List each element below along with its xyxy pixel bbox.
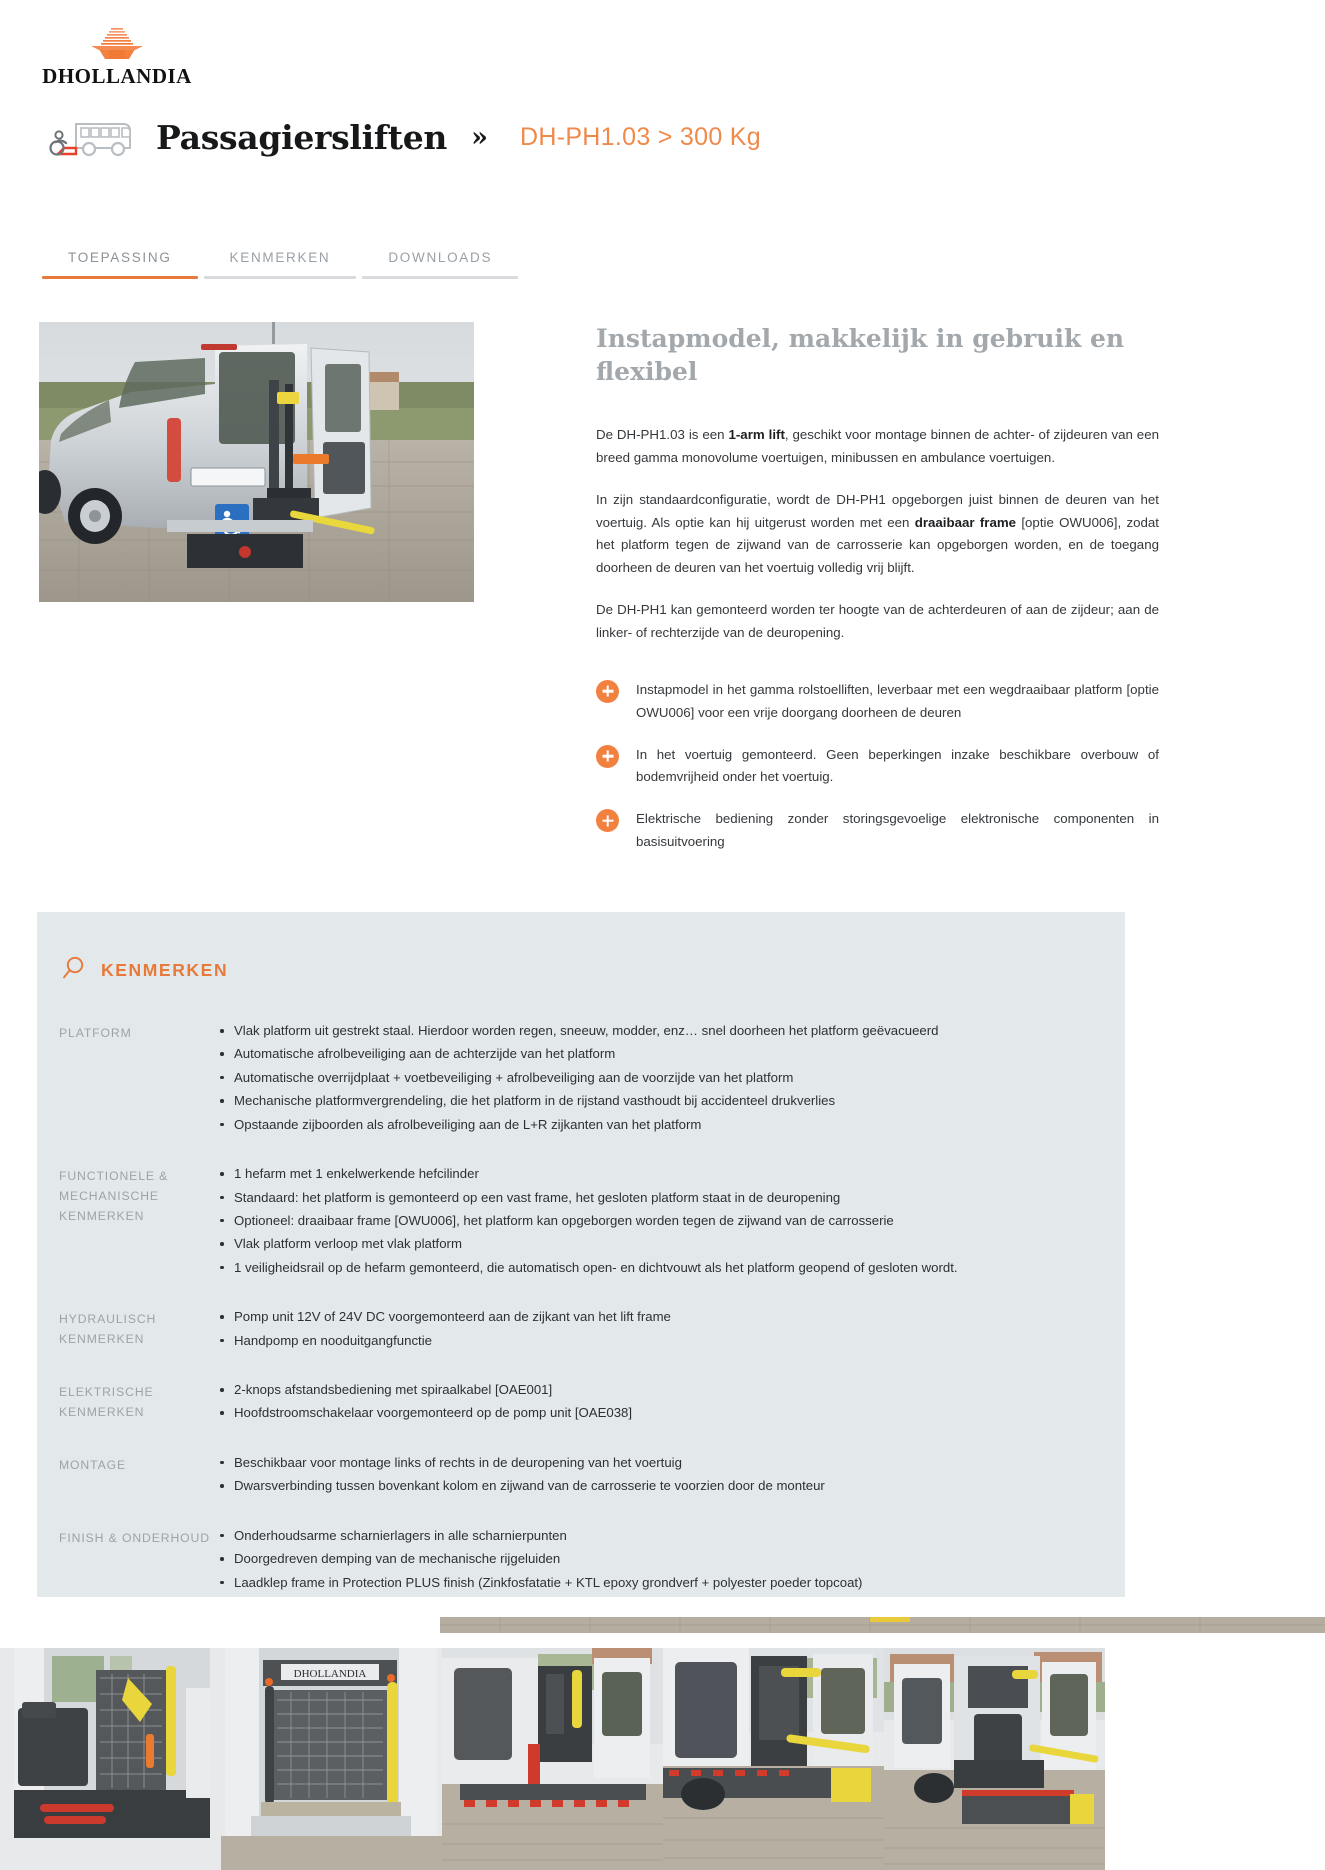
feature-group-label: MONTAGE bbox=[59, 1457, 127, 1472]
feature-item: Onderhoudsarme scharnierlagers in alle scharnierpunten bbox=[219, 1527, 1097, 1544]
feature-group-label: ELEKTRISCHE KENMERKEN bbox=[59, 1385, 154, 1419]
highlight-item bbox=[596, 744, 1159, 790]
tab-downloads-underline bbox=[362, 276, 518, 279]
feature-item: Handpomp en nooduitgangfunctie bbox=[219, 1332, 1097, 1349]
feature-item: Beschikbaar voor montage links of rechts in de deuropening van het voertuig bbox=[219, 1454, 1097, 1471]
feature-group-label: FUNCTIONELE & MECHANISCHE KENMERKEN bbox=[59, 1169, 169, 1223]
svg-text:DHOLLANDIA: DHOLLANDIA bbox=[293, 1668, 367, 1680]
feature-item: Automatische overrijdplaat + voetbeveiliging + afrolbeveiliging aan de voorzijde van het platform bbox=[219, 1069, 1097, 1086]
highlight-list bbox=[596, 679, 1159, 854]
feature-group-items bbox=[219, 1454, 1097, 1501]
product-description bbox=[596, 322, 1159, 873]
feature-item: 2-knops afstandsbediening met spiraalkabel [OAE001] bbox=[219, 1381, 1097, 1398]
feature-item: Opstaande zijboorden als afrolbeveiliging aan de L+R zijkanten van het platform bbox=[219, 1116, 1097, 1133]
intro-paragraph-2 bbox=[596, 489, 1159, 580]
highlight-text: Elektrische bediening zonder storingsgevoelige elektronische componenten in basisuitvoering bbox=[636, 811, 1159, 850]
feature-item: Vlak platform verloop met vlak platform bbox=[219, 1235, 1097, 1252]
tab-toepassing-underline bbox=[42, 276, 198, 279]
paragraph-2-post: [optie OWU006], zodat het platform tegen de zijwand van de carrosserie kan opgeborgen worden, en de toegang doorheen de deuren van het voertuig volledig vrij blijft. bbox=[596, 514, 1159, 576]
feature-group-functioneel-mechanisch bbox=[59, 1165, 1097, 1282]
gallery-filmstrip-edge bbox=[440, 1617, 1325, 1633]
gallery-thumbnail-3[interactable] bbox=[442, 1648, 663, 1870]
feature-group-items bbox=[219, 1308, 1097, 1355]
brand-wordmark: DHOLLANDIA bbox=[42, 64, 192, 88]
product-hero-image[interactable] bbox=[39, 322, 474, 602]
feature-item: Mechanische platformvergrendeling, die het platform in de rijstand vasthoudt bij accidenteel drukverlies bbox=[219, 1092, 1097, 1109]
highlight-item bbox=[596, 679, 1159, 725]
plus-icon bbox=[596, 745, 619, 768]
tab-toepassing[interactable] bbox=[42, 250, 198, 293]
lead-heading: Instapmodel, makkelijk in gebruik en flexibel bbox=[596, 324, 1125, 386]
paragraph-1-pre: De DH-PH1.03 is een bbox=[596, 427, 729, 442]
highlight-text: In het voertuig gemonteerd. Geen beperkingen inzake beschikbare overbouw of bodemvrijheid onder het voertuig. bbox=[636, 746, 1159, 785]
tab-kenmerken-underline bbox=[204, 276, 357, 279]
paragraph-3-pre: De DH-PH1 kan gemonteerd worden ter hoogte van de achterdeuren of aan de zijdeur; aan de linker- of rechterzijde van de deuropening. bbox=[596, 602, 1159, 641]
feature-item: Doorgedreven demping van de mechanische rijgeluiden bbox=[219, 1550, 1097, 1567]
feature-item: 1 hefarm met 1 enkelwerkende hefcilinder bbox=[219, 1165, 1097, 1182]
features-panel-header bbox=[37, 912, 1125, 986]
tab-kenmerken-label: KENMERKEN bbox=[229, 250, 331, 265]
feature-item: 1 veiligheidsrail op de hefarm gemonteerd, die automatisch open- en dichtvouwt als het platform geopend of gesloten wordt. bbox=[219, 1259, 1097, 1276]
section-tabs bbox=[42, 250, 524, 293]
feature-item: Dwarsverbinding tussen bovenkant kolom en zijwand van de carrosserie te voorzien door de monteur bbox=[219, 1477, 1097, 1494]
feature-item: Standaard: het platform is gemonteerd op een vast frame, het gesloten platform staat in de deuropening bbox=[219, 1189, 1097, 1206]
page-title-text: Passagiersliften bbox=[156, 117, 448, 157]
tab-downloads[interactable] bbox=[362, 250, 518, 293]
tab-downloads-label: DOWNLOADS bbox=[388, 250, 493, 265]
plus-icon bbox=[596, 680, 619, 703]
paragraph-1-bold: 1-arm lift bbox=[728, 427, 785, 442]
paragraph-1-post: , geschikt voor montage binnen de achter- of zijdeuren van een breed gamma monovolume voertuigen, minibussen en ambulance voertuigen. bbox=[596, 427, 1159, 465]
image-gallery bbox=[0, 1648, 1325, 1870]
page-title-model: DH-PH1.03 > 300 Kg bbox=[520, 122, 761, 151]
feature-group-elektrisch bbox=[59, 1381, 1097, 1428]
highlight-item bbox=[596, 808, 1159, 854]
tab-kenmerken[interactable] bbox=[204, 250, 357, 293]
feature-group-items bbox=[219, 1527, 1097, 1597]
feature-group-items bbox=[219, 1165, 1097, 1282]
gallery-thumbnail-1[interactable] bbox=[0, 1648, 221, 1870]
dhollandia-stepped-lift-logo bbox=[85, 26, 149, 64]
feature-item: Vlak platform uit gestrekt staal. Hierdoor worden regen, sneeuw, modder, enz… snel doorheen het platform geëvacueerd bbox=[219, 1022, 1097, 1039]
title-chevron-icon: » bbox=[471, 121, 488, 153]
minibus-wheelchair-ramp-icon bbox=[42, 112, 138, 162]
intro-paragraph-1 bbox=[596, 424, 1159, 470]
paragraph-2-bold: draaibaar frame bbox=[914, 514, 1017, 530]
gallery-thumbnail-4[interactable] bbox=[663, 1648, 884, 1870]
features-table bbox=[37, 986, 1125, 1597]
feature-item: Pomp unit 12V of 24V DC voorgemonteerd aan de zijkant van het lift frame bbox=[219, 1308, 1097, 1325]
magnifier-icon bbox=[61, 955, 87, 986]
feature-group-label: FINISH & ONDERHOUD bbox=[59, 1530, 210, 1545]
features-panel bbox=[37, 912, 1125, 1597]
tab-toepassing-label: TOEPASSING bbox=[68, 250, 172, 265]
feature-group-hydraulisch bbox=[59, 1308, 1097, 1355]
paragraph-2-pre: In zijn standaardconfiguratie, wordt de DH-PH1 opgeborgen juist binnen de deuren van het voertuig. Als optie kan hij uitgerust worden met een bbox=[596, 491, 1159, 530]
features-panel-title: KENMERKEN bbox=[101, 960, 229, 980]
feature-item: Automatische afrolbeveiliging aan de achterzijde van het platform bbox=[219, 1045, 1097, 1062]
plus-icon bbox=[596, 809, 619, 832]
feature-item: Optioneel: draaibaar frame [OWU006], het platform kan opgeborgen worden tegen de zijwand van de carrosserie bbox=[219, 1212, 1097, 1229]
feature-group-montage bbox=[59, 1454, 1097, 1501]
feature-group-items bbox=[219, 1381, 1097, 1428]
highlight-text: Instapmodel in het gamma rolstoelliften, leverbaar met een wegdraaibaar platform [optie OWU006] voor een vrije doorgang doorheen de deuren bbox=[636, 681, 1159, 720]
page-title bbox=[42, 112, 761, 162]
feature-group-items bbox=[219, 1022, 1097, 1139]
feature-group-finish-onderhoud bbox=[59, 1527, 1097, 1597]
feature-group-platform bbox=[59, 1022, 1097, 1139]
brand-logo[interactable] bbox=[42, 26, 192, 87]
feature-item: Laadklep frame in Protection PLUS finish (Zinkfosfatatie + KTL epoxy grondverf + polyester poeder topcoat) bbox=[219, 1574, 1097, 1591]
feature-item: Hoofdstroomschakelaar voorgemonteerd op de pomp unit [OAE038] bbox=[219, 1404, 1097, 1421]
feature-group-label: PLATFORM bbox=[59, 1026, 132, 1040]
feature-group-label: HYDRAULISCH KENMERKEN bbox=[59, 1312, 157, 1347]
gallery-thumbnail-2[interactable] bbox=[221, 1648, 442, 1870]
gallery-thumbnail-5[interactable] bbox=[884, 1648, 1105, 1870]
intro-paragraph-3 bbox=[596, 599, 1159, 645]
